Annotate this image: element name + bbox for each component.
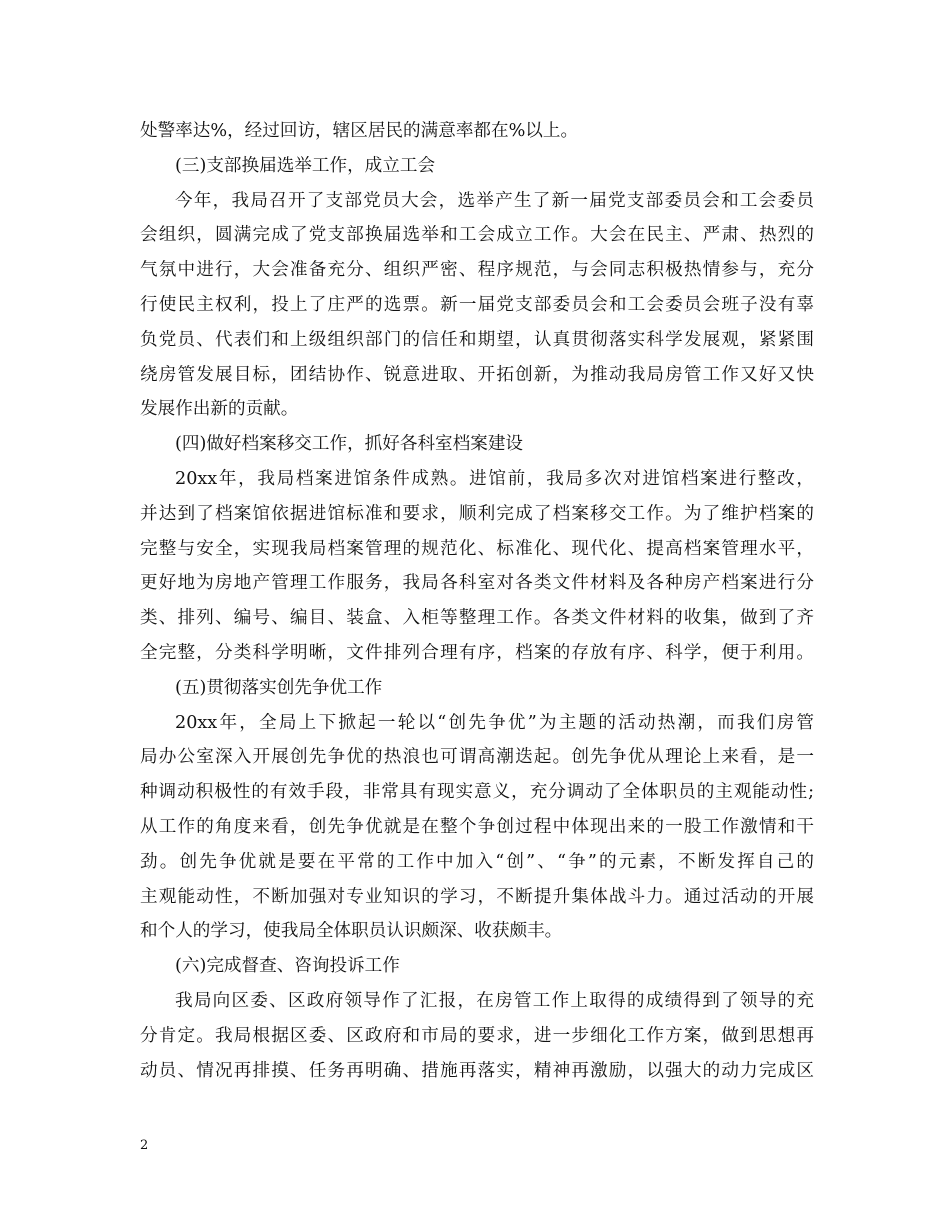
text-line: (三)支部换届选举工作，成立工会 bbox=[175, 155, 436, 176]
text-line: 我局向区委、区政府领导作了汇报，在房管工作上取得的成绩得到了领导的充 bbox=[175, 990, 814, 1011]
text-line: 主观能动性，不断加强对专业知识的学习，不断提升集体战斗力。通过活动的开展 bbox=[140, 886, 814, 907]
text-line: 负党员、代表们和上级组织部门的信任和期望，认真贯彻落实科学发展观，紧紧围 bbox=[140, 329, 814, 350]
text-line: 更好地为房地产管理工作服务，我局各科室对各类文件材料及各种房产档案进行分 bbox=[140, 573, 814, 594]
text-line: 劲。创先争优就是要在平常的工作中加入“创”、“争”的元素，不断发挥自己的 bbox=[140, 851, 814, 872]
text-line: 完整与安全，实现我局档案管理的规范化、标准化、现代化、提高档案管理水平， bbox=[140, 538, 814, 559]
text-line: 今年，我局召开了支部党员大会，选举产生了新一届党支部委员会和工会委员 bbox=[175, 190, 814, 211]
text-line: 从工作的角度来看，创先争优就是在整个争创过程中体现出来的一股工作激情和干 bbox=[140, 816, 814, 837]
text-line: 和个人的学习，使我局全体职员认识颇深、收获颇丰。 bbox=[140, 921, 563, 942]
text-line: 行使民主权利，投上了庄严的选票。新一届党支部委员会和工会委员会班子没有辜 bbox=[140, 294, 814, 315]
text-line: 处警率达%，经过回访，辖区居民的满意率都在%以上。 bbox=[140, 121, 579, 141]
text-line: 20xx年，我局档案进馆条件成熟。进馆前，我局多次对进馆档案进行整改， bbox=[175, 468, 814, 489]
text-line: 20xx年，全局上下掀起一轮以“创先争优”为主题的活动热潮，而我们房管 bbox=[175, 712, 814, 733]
text-line: (五)贯彻落实创先争优工作 bbox=[175, 677, 383, 698]
text-line: 全完整，分类科学明晰，文件排列合理有序，档案的存放有序、科学，便于利用。 bbox=[140, 642, 814, 663]
text-line: 分肯定。我局根据区委、区政府和市局的要求，进一步细化工作方案，做到思想再 bbox=[140, 1025, 814, 1046]
text-line: 会组织，圆满完成了党支部换届选举和工会成立工作。大会在民主、严肃、热烈的 bbox=[140, 225, 814, 246]
text-line: 类、排列、编号、编目、装盒、入柜等整理工作。各类文件材料的收集，做到了齐 bbox=[140, 608, 814, 629]
text-line: 发展作出新的贡献。 bbox=[140, 399, 299, 420]
text-line: 绕房管发展目标，团结协作、锐意进取、开拓创新，为推动我局房管工作又好又快 bbox=[140, 364, 814, 385]
text-line: 局办公室深入开展创先争优的热浪也可谓高潮迭起。创先争优从理论上来看，是一 bbox=[140, 747, 814, 768]
page-number: 2 bbox=[140, 1138, 149, 1153]
document-body bbox=[140, 114, 814, 1088]
text-line: (四)做好档案移交工作，抓好各科室档案建设 bbox=[175, 434, 524, 455]
text-line: 并达到了档案馆依据进馆标准和要求，顺利完成了档案移交工作。为了维护档案的 bbox=[140, 503, 814, 524]
text-line: 种调动积极性的有效手段，非常具有现实意义，充分调动了全体职员的主观能动性; bbox=[140, 782, 814, 803]
text-line: 动员、情况再排摸、任务再明确、措施再落实，精神再激励，以强大的动力完成区 bbox=[140, 1060, 814, 1081]
text-line: (六)完成督查、咨询投诉工作 bbox=[175, 956, 400, 977]
text-line: 气氛中进行，大会准备充分、组织严密、程序规范，与会同志积极热情参与，充分 bbox=[140, 260, 814, 281]
